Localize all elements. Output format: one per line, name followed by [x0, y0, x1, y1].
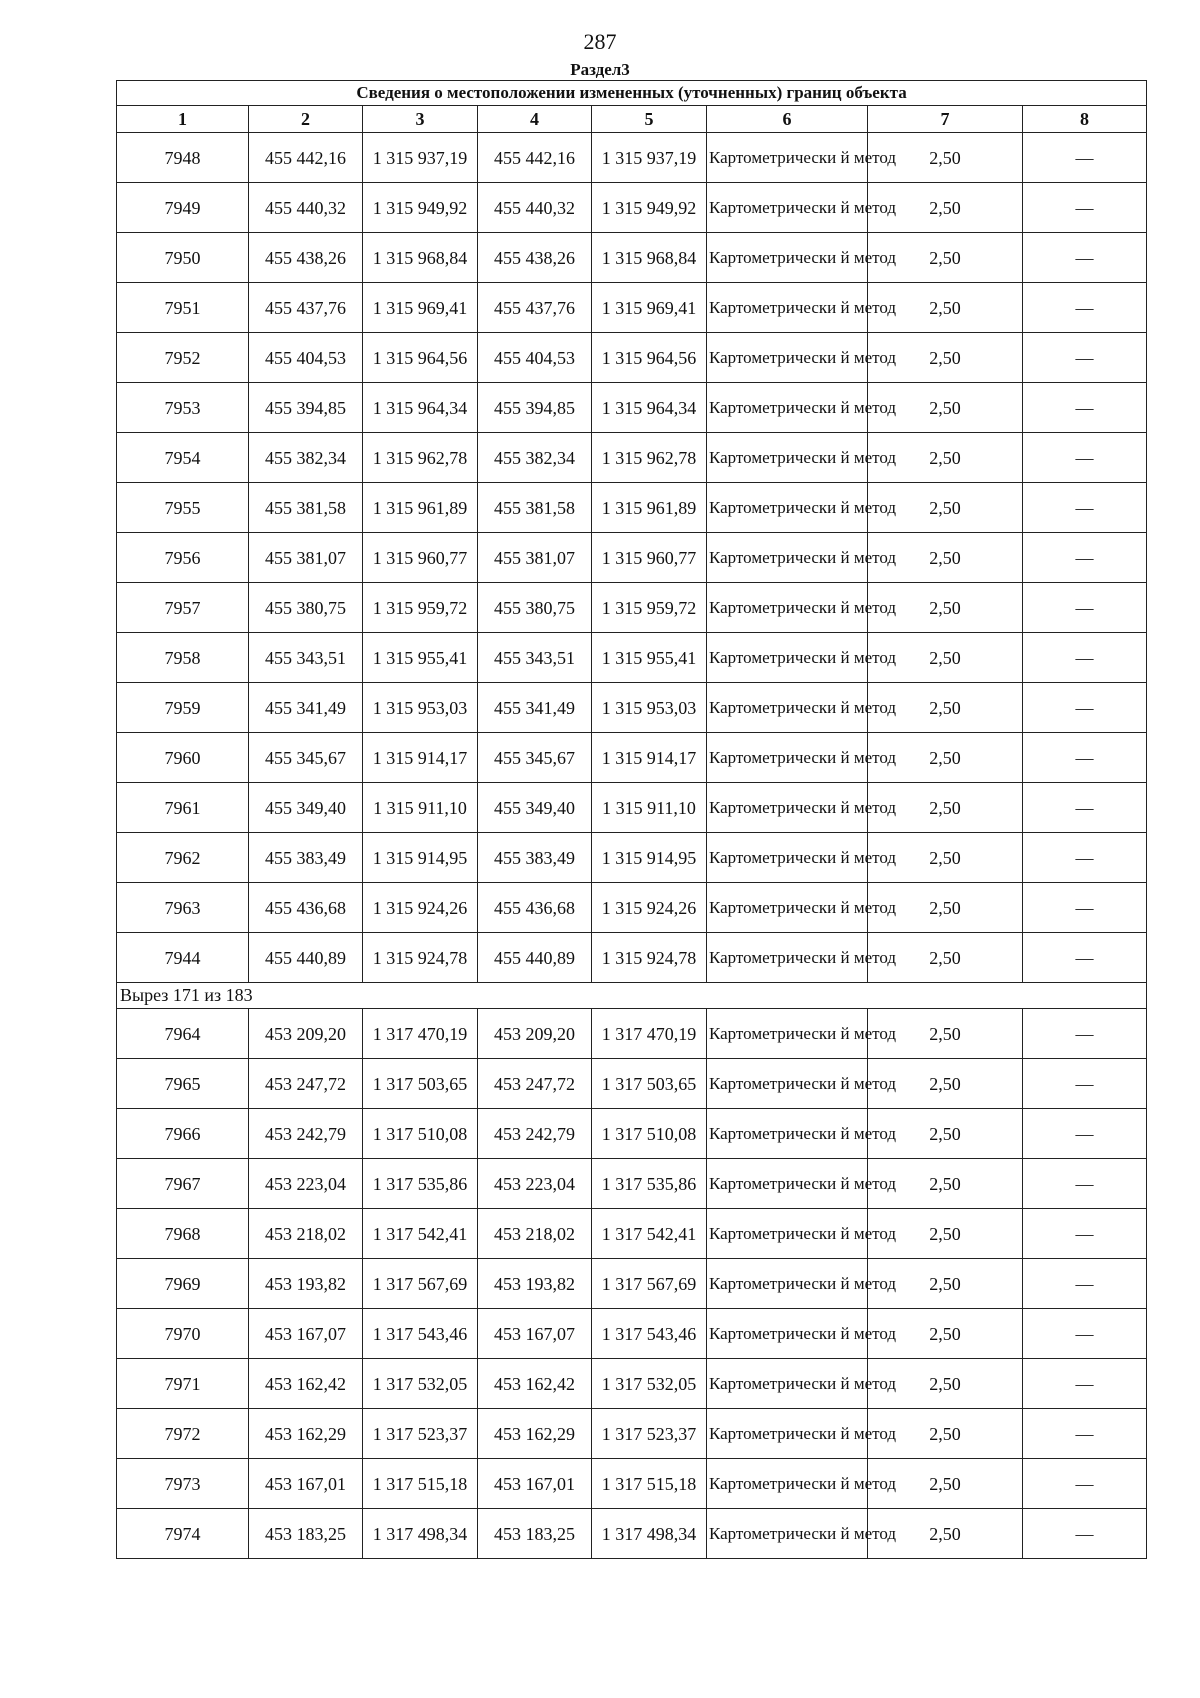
x-old-cell: 455 440,89: [249, 933, 363, 983]
method-cell: Картометрически й метод: [707, 1209, 868, 1259]
description-cell: —: [1023, 1109, 1147, 1159]
accuracy-cell: 2,50: [868, 283, 1023, 333]
table-row: [117, 1109, 1147, 1159]
accuracy-cell: 2,50: [868, 1259, 1023, 1309]
description-cell: —: [1023, 733, 1147, 783]
x-old-cell: 455 349,40: [249, 783, 363, 833]
x-new-cell: 455 381,58: [478, 483, 592, 533]
x-old-cell: 453 242,79: [249, 1109, 363, 1159]
x-new-cell: 455 440,32: [478, 183, 592, 233]
x-old-cell: 455 381,07: [249, 533, 363, 583]
x-old-cell: 453 162,29: [249, 1409, 363, 1459]
point-number-cell: 7966: [117, 1109, 249, 1159]
y-old-cell: 1 317 532,05: [363, 1359, 478, 1409]
point-number-cell: 7960: [117, 733, 249, 783]
y-new-cell: 1 315 949,92: [592, 183, 707, 233]
x-new-cell: 453 162,29: [478, 1409, 592, 1459]
y-new-cell: 1 315 964,56: [592, 333, 707, 383]
y-old-cell: 1 315 937,19: [363, 133, 478, 183]
table-row: [117, 1059, 1147, 1109]
accuracy-cell: 2,50: [868, 1309, 1023, 1359]
x-new-cell: 453 223,04: [478, 1159, 592, 1209]
y-new-cell: 1 317 515,18: [592, 1459, 707, 1509]
method-cell: Картометрически й метод: [707, 1259, 868, 1309]
table-row: [117, 683, 1147, 733]
table-row: [117, 133, 1147, 183]
x-old-cell: 455 382,34: [249, 433, 363, 483]
point-number-cell: 7958: [117, 633, 249, 683]
y-old-cell: 1 315 968,84: [363, 233, 478, 283]
point-number-cell: 7950: [117, 233, 249, 283]
accuracy-cell: 2,50: [868, 1009, 1023, 1059]
description-cell: —: [1023, 583, 1147, 633]
x-new-cell: 455 436,68: [478, 883, 592, 933]
method-cell: Картометрически й метод: [707, 1309, 868, 1359]
point-number-cell: 7956: [117, 533, 249, 583]
x-new-cell: 455 382,34: [478, 433, 592, 483]
table-row: [117, 783, 1147, 833]
table-row: [117, 1459, 1147, 1509]
column-header: 5: [592, 106, 707, 133]
description-cell: —: [1023, 1009, 1147, 1059]
table-row: [117, 1509, 1147, 1559]
x-old-cell: 453 209,20: [249, 1009, 363, 1059]
x-old-cell: 455 404,53: [249, 333, 363, 383]
column-header: 7: [868, 106, 1023, 133]
method-cell: Картометрически й метод: [707, 433, 868, 483]
description-cell: —: [1023, 1409, 1147, 1459]
y-old-cell: 1 317 503,65: [363, 1059, 478, 1109]
method-cell: Картометрически й метод: [707, 1509, 868, 1559]
y-new-cell: 1 315 914,17: [592, 733, 707, 783]
description-cell: —: [1023, 383, 1147, 433]
description-cell: —: [1023, 433, 1147, 483]
column-header: 8: [1023, 106, 1147, 133]
y-old-cell: 1 315 962,78: [363, 433, 478, 483]
table-row: [117, 883, 1147, 933]
description-cell: —: [1023, 1159, 1147, 1209]
y-new-cell: 1 315 964,34: [592, 383, 707, 433]
method-cell: Картометрически й метод: [707, 1409, 868, 1459]
accuracy-cell: 2,50: [868, 533, 1023, 583]
description-cell: —: [1023, 1309, 1147, 1359]
x-new-cell: 455 438,26: [478, 233, 592, 283]
y-old-cell: 1 317 498,34: [363, 1509, 478, 1559]
y-new-cell: 1 317 523,37: [592, 1409, 707, 1459]
description-cell: —: [1023, 533, 1147, 583]
description-cell: —: [1023, 1509, 1147, 1559]
description-cell: —: [1023, 233, 1147, 283]
point-number-cell: 7948: [117, 133, 249, 183]
accuracy-cell: 2,50: [868, 733, 1023, 783]
accuracy-cell: 2,50: [868, 433, 1023, 483]
column-header: 2: [249, 106, 363, 133]
x-old-cell: 455 381,58: [249, 483, 363, 533]
y-old-cell: 1 317 510,08: [363, 1109, 478, 1159]
point-number-cell: 7970: [117, 1309, 249, 1359]
description-cell: —: [1023, 1259, 1147, 1309]
point-number-cell: 7953: [117, 383, 249, 433]
y-new-cell: 1 315 924,78: [592, 933, 707, 983]
y-new-cell: 1 315 961,89: [592, 483, 707, 533]
method-cell: Картометрически й метод: [707, 233, 868, 283]
table-row: [117, 1359, 1147, 1409]
y-new-cell: 1 317 542,41: [592, 1209, 707, 1259]
accuracy-cell: 2,50: [868, 633, 1023, 683]
point-number-cell: 7967: [117, 1159, 249, 1209]
point-number-cell: 7971: [117, 1359, 249, 1409]
accuracy-cell: 2,50: [868, 233, 1023, 283]
x-new-cell: 455 341,49: [478, 683, 592, 733]
y-old-cell: 1 315 911,10: [363, 783, 478, 833]
group-row: [117, 983, 1147, 1009]
y-new-cell: 1 315 924,26: [592, 883, 707, 933]
x-new-cell: 453 218,02: [478, 1209, 592, 1259]
x-new-cell: 455 394,85: [478, 383, 592, 433]
y-old-cell: 1 315 924,26: [363, 883, 478, 933]
method-cell: Картометрически й метод: [707, 783, 868, 833]
point-number-cell: 7954: [117, 433, 249, 483]
accuracy-cell: 2,50: [868, 883, 1023, 933]
point-number-cell: 7965: [117, 1059, 249, 1109]
method-cell: Картометрически й метод: [707, 933, 868, 983]
y-old-cell: 1 317 567,69: [363, 1259, 478, 1309]
x-new-cell: 455 381,07: [478, 533, 592, 583]
description-cell: —: [1023, 333, 1147, 383]
page-number: 287: [583, 29, 617, 54]
point-number-cell: 7951: [117, 283, 249, 333]
method-cell: Картометрически й метод: [707, 383, 868, 433]
description-cell: —: [1023, 483, 1147, 533]
accuracy-cell: 2,50: [868, 1459, 1023, 1509]
method-cell: Картометрически й метод: [707, 1459, 868, 1509]
point-number-cell: 7969: [117, 1259, 249, 1309]
y-old-cell: 1 315 964,34: [363, 383, 478, 433]
x-new-cell: 453 183,25: [478, 1509, 592, 1559]
point-number-cell: 7961: [117, 783, 249, 833]
y-old-cell: 1 315 964,56: [363, 333, 478, 383]
accuracy-cell: 2,50: [868, 683, 1023, 733]
accuracy-cell: 2,50: [868, 1409, 1023, 1459]
x-old-cell: 453 167,01: [249, 1459, 363, 1509]
table-row: [117, 383, 1147, 433]
y-new-cell: 1 317 498,34: [592, 1509, 707, 1559]
method-cell: Картометрически й метод: [707, 683, 868, 733]
accuracy-cell: 2,50: [868, 333, 1023, 383]
y-new-cell: 1 317 470,19: [592, 1009, 707, 1059]
table-group-section: [117, 983, 1147, 1009]
accuracy-cell: 2,50: [868, 1159, 1023, 1209]
description-cell: —: [1023, 933, 1147, 983]
point-number-cell: 7974: [117, 1509, 249, 1559]
column-header: 3: [363, 106, 478, 133]
description-cell: —: [1023, 283, 1147, 333]
column-header: 6: [707, 106, 868, 133]
x-old-cell: 455 343,51: [249, 633, 363, 683]
description-cell: —: [1023, 1459, 1147, 1509]
accuracy-cell: 2,50: [868, 933, 1023, 983]
description-cell: —: [1023, 833, 1147, 883]
x-new-cell: 455 442,16: [478, 133, 592, 183]
accuracy-cell: 2,50: [868, 483, 1023, 533]
y-new-cell: 1 315 937,19: [592, 133, 707, 183]
table-row: [117, 533, 1147, 583]
description-cell: —: [1023, 183, 1147, 233]
x-new-cell: 453 209,20: [478, 1009, 592, 1059]
x-new-cell: 455 437,76: [478, 283, 592, 333]
y-old-cell: 1 317 542,41: [363, 1209, 478, 1259]
x-old-cell: 455 438,26: [249, 233, 363, 283]
point-number-cell: 7973: [117, 1459, 249, 1509]
x-new-cell: 455 349,40: [478, 783, 592, 833]
y-new-cell: 1 315 968,84: [592, 233, 707, 283]
method-cell: Картометрически й метод: [707, 583, 868, 633]
y-new-cell: 1 317 535,86: [592, 1159, 707, 1209]
y-new-cell: 1 315 953,03: [592, 683, 707, 733]
x-new-cell: 455 345,67: [478, 733, 592, 783]
accuracy-cell: 2,50: [868, 1059, 1023, 1109]
table-caption: Сведения о местоположении измененных (уточненных) границ объекта: [117, 81, 1147, 106]
x-old-cell: 455 341,49: [249, 683, 363, 733]
description-cell: —: [1023, 1209, 1147, 1259]
y-new-cell: 1 315 962,78: [592, 433, 707, 483]
table-row: [117, 333, 1147, 383]
point-number-cell: 7949: [117, 183, 249, 233]
x-old-cell: 453 247,72: [249, 1059, 363, 1109]
x-new-cell: 455 383,49: [478, 833, 592, 883]
table-row: [117, 583, 1147, 633]
description-cell: —: [1023, 883, 1147, 933]
accuracy-cell: 2,50: [868, 133, 1023, 183]
method-cell: Картометрически й метод: [707, 1159, 868, 1209]
accuracy-cell: 2,50: [868, 1509, 1023, 1559]
method-cell: Картометрически й метод: [707, 333, 868, 383]
x-old-cell: 453 162,42: [249, 1359, 363, 1409]
group-label: Вырез 171 из 183: [117, 983, 1147, 1009]
x-old-cell: 453 193,82: [249, 1259, 363, 1309]
x-old-cell: 453 167,07: [249, 1309, 363, 1359]
y-old-cell: 1 315 955,41: [363, 633, 478, 683]
table-row: [117, 733, 1147, 783]
y-old-cell: 1 315 953,03: [363, 683, 478, 733]
description-cell: —: [1023, 633, 1147, 683]
table-row: [117, 833, 1147, 883]
column-header: 4: [478, 106, 592, 133]
method-cell: Картометрически й метод: [707, 1109, 868, 1159]
x-old-cell: 453 183,25: [249, 1509, 363, 1559]
x-old-cell: 455 442,16: [249, 133, 363, 183]
y-new-cell: 1 315 914,95: [592, 833, 707, 883]
x-new-cell: 455 404,53: [478, 333, 592, 383]
accuracy-cell: 2,50: [868, 383, 1023, 433]
description-cell: —: [1023, 683, 1147, 733]
point-number-cell: 7955: [117, 483, 249, 533]
table-row: [117, 1009, 1147, 1059]
table-row: [117, 1409, 1147, 1459]
point-number-cell: 7959: [117, 683, 249, 733]
y-old-cell: 1 315 959,72: [363, 583, 478, 633]
point-number-cell: 7944: [117, 933, 249, 983]
x-new-cell: 453 242,79: [478, 1109, 592, 1159]
y-old-cell: 1 315 924,78: [363, 933, 478, 983]
y-new-cell: 1 315 911,10: [592, 783, 707, 833]
description-cell: —: [1023, 1059, 1147, 1109]
accuracy-cell: 2,50: [868, 1359, 1023, 1409]
x-old-cell: 455 394,85: [249, 383, 363, 433]
method-cell: Картометрически й метод: [707, 633, 868, 683]
accuracy-cell: 2,50: [868, 1209, 1023, 1259]
column-header-row: [117, 106, 1147, 133]
description-cell: —: [1023, 783, 1147, 833]
table-row: [117, 1309, 1147, 1359]
x-new-cell: 455 380,75: [478, 583, 592, 633]
point-number-cell: 7962: [117, 833, 249, 883]
y-old-cell: 1 317 470,19: [363, 1009, 478, 1059]
table-row: [117, 433, 1147, 483]
x-new-cell: 453 167,01: [478, 1459, 592, 1509]
x-new-cell: 453 162,42: [478, 1359, 592, 1409]
table-row: [117, 1209, 1147, 1259]
y-old-cell: 1 317 535,86: [363, 1159, 478, 1209]
y-old-cell: 1 315 914,17: [363, 733, 478, 783]
accuracy-cell: 2,50: [868, 1109, 1023, 1159]
y-new-cell: 1 317 510,08: [592, 1109, 707, 1159]
table-row: [117, 183, 1147, 233]
method-cell: Картометрически й метод: [707, 533, 868, 583]
method-cell: Картометрически й метод: [707, 183, 868, 233]
y-old-cell: 1 317 523,37: [363, 1409, 478, 1459]
method-cell: Картометрически й метод: [707, 883, 868, 933]
accuracy-cell: 2,50: [868, 183, 1023, 233]
section-title: Раздел3: [570, 60, 630, 79]
x-new-cell: 455 343,51: [478, 633, 592, 683]
method-cell: Картометрически й метод: [707, 483, 868, 533]
x-old-cell: 455 345,67: [249, 733, 363, 783]
method-cell: Картометрически й метод: [707, 1059, 868, 1109]
y-old-cell: 1 315 914,95: [363, 833, 478, 883]
x-new-cell: 453 167,07: [478, 1309, 592, 1359]
y-new-cell: 1 317 567,69: [592, 1259, 707, 1309]
table-row: [117, 483, 1147, 533]
x-new-cell: 453 247,72: [478, 1059, 592, 1109]
description-cell: —: [1023, 133, 1147, 183]
y-old-cell: 1 315 969,41: [363, 283, 478, 333]
method-cell: Картометрически й метод: [707, 133, 868, 183]
point-number-cell: 7968: [117, 1209, 249, 1259]
table-row: [117, 933, 1147, 983]
table-row: [117, 1259, 1147, 1309]
x-new-cell: 455 440,89: [478, 933, 592, 983]
point-number-cell: 7972: [117, 1409, 249, 1459]
x-old-cell: 455 436,68: [249, 883, 363, 933]
description-cell: —: [1023, 1359, 1147, 1409]
method-cell: Картометрически й метод: [707, 733, 868, 783]
y-old-cell: 1 317 543,46: [363, 1309, 478, 1359]
y-old-cell: 1 317 515,18: [363, 1459, 478, 1509]
boundary-coordinates-table: [116, 80, 1147, 1559]
x-old-cell: 453 223,04: [249, 1159, 363, 1209]
table-body-part1: [117, 133, 1147, 983]
x-old-cell: 455 380,75: [249, 583, 363, 633]
y-new-cell: 1 317 503,65: [592, 1059, 707, 1109]
table-row: [117, 1159, 1147, 1209]
y-old-cell: 1 315 960,77: [363, 533, 478, 583]
x-new-cell: 453 193,82: [478, 1259, 592, 1309]
column-header: 1: [117, 106, 249, 133]
x-old-cell: 453 218,02: [249, 1209, 363, 1259]
y-new-cell: 1 315 955,41: [592, 633, 707, 683]
y-new-cell: 1 315 959,72: [592, 583, 707, 633]
point-number-cell: 7957: [117, 583, 249, 633]
accuracy-cell: 2,50: [868, 833, 1023, 883]
point-number-cell: 7964: [117, 1009, 249, 1059]
x-old-cell: 455 383,49: [249, 833, 363, 883]
point-number-cell: 7952: [117, 333, 249, 383]
y-new-cell: 1 317 543,46: [592, 1309, 707, 1359]
method-cell: Картометрически й метод: [707, 1359, 868, 1409]
y-new-cell: 1 317 532,05: [592, 1359, 707, 1409]
x-old-cell: 455 440,32: [249, 183, 363, 233]
method-cell: Картометрически й метод: [707, 833, 868, 883]
method-cell: Картометрически й метод: [707, 1009, 868, 1059]
accuracy-cell: 2,50: [868, 783, 1023, 833]
table-row: [117, 633, 1147, 683]
table-body-part2: [117, 1009, 1147, 1559]
y-new-cell: 1 315 969,41: [592, 283, 707, 333]
y-old-cell: 1 315 961,89: [363, 483, 478, 533]
table-row: [117, 233, 1147, 283]
x-old-cell: 455 437,76: [249, 283, 363, 333]
accuracy-cell: 2,50: [868, 583, 1023, 633]
y-new-cell: 1 315 960,77: [592, 533, 707, 583]
method-cell: Картометрически й метод: [707, 283, 868, 333]
table-row: [117, 283, 1147, 333]
point-number-cell: 7963: [117, 883, 249, 933]
y-old-cell: 1 315 949,92: [363, 183, 478, 233]
